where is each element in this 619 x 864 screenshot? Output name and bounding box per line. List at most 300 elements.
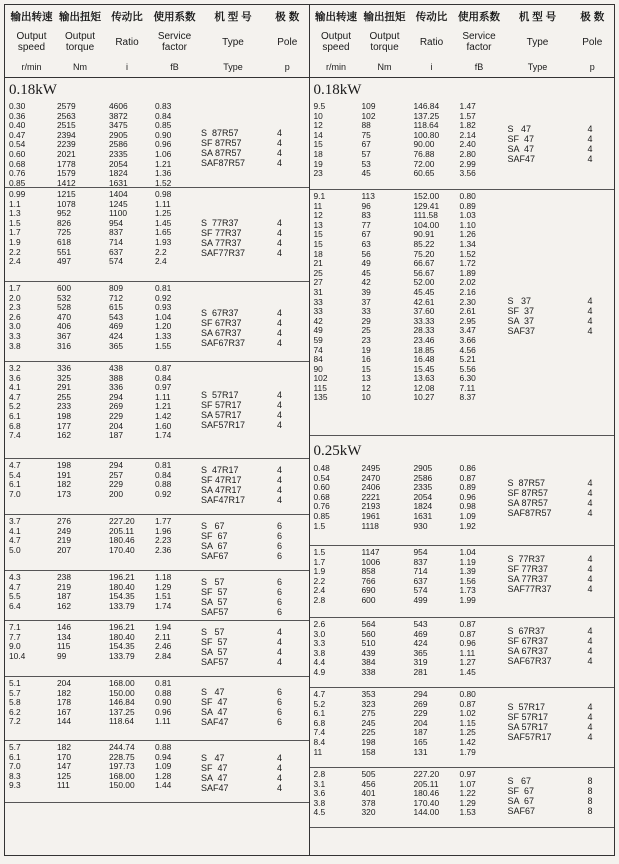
table-row [310,393,615,403]
table-cell: 6.1 [9,479,21,490]
type-list: S 57R17 SF 57R17 SA 57R17 SAF57R17 [507,702,552,742]
table-cell: 2335 [109,148,128,159]
type-list: S 47R17 SF 47R17 SA 47R17 SAF47R17 [201,465,246,505]
table-cell: 388 [109,372,123,383]
table-row [310,808,615,818]
table-cell: 1631 [413,510,433,521]
header-unit-row [310,57,615,77]
table-cell: 2.30 [459,296,476,307]
table-cell: 0.76 [9,168,26,179]
table-cell: 11 [313,200,323,211]
header-en-row [310,27,615,57]
gearmotor-group [5,621,309,677]
table-cell: 100.80 [413,129,440,140]
table-cell: 9.1 [313,191,326,201]
table-cell: 1.45 [459,666,476,677]
table-cell: 4.7 [9,535,21,546]
table-cell: 275 [361,708,376,719]
table-cell: 2.36 [155,544,172,555]
table-cell: 1.39 [459,566,476,577]
table-cell: 1.3 [9,208,21,219]
table-cell: 90 [313,363,323,374]
table-cell: 1.7 [9,283,21,293]
table-cell: 5.1 [9,678,21,688]
table-cell: 180.40 [109,581,135,592]
table-cell: 111 [57,780,70,791]
table-cell: 505 [361,769,376,779]
table-cell: 2193 [361,501,381,512]
table-cell: 3475 [109,120,128,131]
table-cell: 0.88 [155,742,172,752]
pole-list: 4 4 4 4 [277,218,283,258]
table-cell: 5.5 [9,591,21,602]
table-cell: 1.82 [459,120,476,131]
table-cell: 1.74 [155,600,172,611]
table-cell: 3.7 [9,516,21,526]
table-cell: 204 [57,678,71,688]
table-cell: 45 [361,168,371,179]
table-cell: 1.73 [459,585,476,596]
table-cell: 1.42 [459,736,476,747]
table-cell: 204 [109,420,123,431]
table-cell: 76.88 [413,148,435,159]
table-cell: 1.19 [459,556,476,567]
table-row [5,179,309,189]
table-cell: 10 [361,392,371,403]
table-cell: 67 [361,229,371,240]
group-rows [310,190,615,403]
table-cell: 129.41 [413,200,440,211]
table-cell: 170.40 [109,544,135,555]
table-cell: 4.1 [9,525,21,536]
table-cell: 0.47 [9,129,26,140]
group-rows [5,677,309,727]
table-cell: 2239 [57,139,76,150]
table-header [5,5,309,78]
pole-list: 4 4 4 4 [587,124,593,164]
table-cell: 600 [57,283,71,293]
table-cell: 15 [313,229,323,240]
table-cell: 0.54 [313,472,330,483]
table-cell: 198 [57,410,71,421]
table-cell: 170 [57,751,71,762]
table-cell: 0.81 [155,678,172,688]
table-cell: 1.52 [155,177,172,188]
table-cell: 0.98 [155,189,172,199]
table-cell: 0.87 [459,472,476,483]
table-cell: 1.11 [155,198,171,209]
table-cell: 1.15 [459,717,476,728]
header-unit-cell: Nm [377,62,392,72]
table-cell: 257 [109,469,123,480]
table-cell: 1.11 [155,716,171,727]
type-list: S 87R57 SF 87R57 SA 87R57 SAF87R57 [201,128,246,168]
table-cell: 499 [413,594,428,605]
table-cell: 0.99 [9,189,26,199]
gearmotor-group [310,462,615,546]
table-cell: 319 [413,657,428,668]
table-cell: 228.75 [109,751,135,762]
type-list: S 37 SF 37 SA 37 SAF37 [507,296,536,336]
header-zh-cell: 使用系数 [153,10,196,23]
table-row [5,546,309,556]
table-cell: 113 [361,191,375,201]
table-cell: 0.84 [155,372,172,383]
table-cell: 0.87 [459,619,476,629]
table-cell: 168.00 [109,678,135,688]
table-cell: 2.2 [9,246,21,257]
table-cell: 23 [361,334,371,345]
table-cell: 182 [57,479,71,490]
table-cell: 0.60 [313,482,330,493]
pole-list: 6 6 6 6 [277,577,283,617]
table-cell: 1631 [109,177,128,188]
table-cell: 766 [361,575,376,586]
table-cell: 0.48 [313,463,330,473]
header-unit-cell: p [284,62,290,72]
table-cell: 10.27 [413,392,435,403]
table-cell: 3.47 [459,325,476,336]
table-cell: 7.0 [9,488,21,499]
table-cell: 3.3 [9,330,21,341]
table-cell: 3.8 [313,797,326,808]
table-cell: 158 [361,746,376,757]
table-cell: 5.8 [9,697,21,708]
table-cell: 1.42 [155,410,172,421]
table-cell: 238 [57,572,71,582]
table-cell: 8.37 [459,392,476,403]
table-cell: 294 [109,460,123,470]
group-rows [5,621,309,661]
header-en-cell: Ratio [419,36,444,48]
table-cell: 33.33 [413,315,435,326]
table-cell: 42 [313,315,323,326]
table-cell: 858 [361,566,376,577]
table-cell: 7.4 [313,727,326,738]
table-cell: 809 [109,283,123,293]
group-rows [5,188,309,267]
gearmotor-group [310,618,615,688]
header-unit-row [5,57,309,77]
type-list: S 47 SF 47 SA 47 SAF47 [201,753,229,793]
group-rows [5,100,309,188]
table-cell: 353 [361,689,376,699]
table-cell: 2.40 [459,139,476,150]
table-cell: 3.0 [313,628,326,639]
table-cell: 177 [57,420,71,431]
table-cell: 276 [57,516,71,526]
table-cell: 198 [361,736,376,747]
table-cell: 45 [361,267,371,278]
table-cell: 2470 [361,472,381,483]
table-cell: 0.84 [155,469,172,480]
table-cell: 2.8 [313,769,326,779]
table-cell: 424 [413,638,428,649]
table-cell: 1.21 [155,401,172,412]
table-cell: 53 [361,158,371,169]
table-cell: 187 [57,591,71,602]
table-cell: 5.2 [313,698,326,709]
table-cell: 1.22 [459,788,476,799]
table-cell: 2.11 [155,631,171,642]
table-cell: 2.80 [459,148,476,159]
table-cell: 88 [361,120,371,131]
gearmotor-group [5,188,309,282]
table-cell: 0.89 [459,482,476,493]
gearmotor-group [5,741,309,803]
table-cell: 18.85 [413,344,435,355]
table-cell: 1.5 [9,217,21,228]
table-cell: 21 [313,258,323,269]
table-cell: 0.92 [155,292,172,303]
table-cell: 0.85 [155,120,172,131]
table-cell: 439 [361,647,376,658]
table-cell: 229 [109,410,123,421]
pole-list: 4 4 4 4 [277,128,283,168]
table-cell: 77 [361,219,371,230]
table-cell: 0.96 [155,706,172,717]
table-cell: 245 [361,717,376,728]
table-cell: 2905 [109,129,128,140]
table-cell: 1.09 [459,510,476,521]
catalog-sheet [4,4,615,856]
pole-list: 8 8 8 8 [587,776,593,816]
table-cell: 3.1 [313,778,326,789]
type-list: S 57R17 SF 57R17 SA 57R17 SAF57R17 [201,390,246,430]
table-cell: 1.53 [459,807,476,818]
table-cell: 137.25 [109,706,135,717]
table-cell: 180.46 [109,535,135,546]
table-cell: 1.72 [459,258,476,269]
table-row [5,342,309,352]
table-cell: 150.00 [109,687,135,698]
gearmotor-group [5,677,309,741]
table-cell: 227.20 [109,516,135,526]
table-cell: 1.03 [459,210,476,221]
table-cell: 180.46 [413,788,440,799]
table-cell: 3872 [109,110,128,121]
table-cell: 438 [109,363,123,373]
table-cell: 16 [361,354,371,365]
table-cell: 0.68 [313,491,330,502]
gearmotor-group [310,190,615,436]
table-cell: 1.02 [459,708,476,719]
table-cell: 63 [361,238,371,249]
table-cell: 3.8 [9,340,21,351]
gearmotor-group [5,515,309,571]
table-cell: 144 [57,716,71,727]
table-cell: 0.96 [459,491,476,502]
table-cell: 325 [57,372,71,383]
table-cell: 712 [109,292,123,303]
table-cell: 146.84 [413,101,440,111]
table-row [5,431,309,441]
header-zh-cell: 传动比 [415,10,448,23]
table-cell: 6.1 [9,410,21,421]
table-cell: 3.2 [9,363,21,373]
table-cell: 1.33 [155,330,172,341]
table-cell: 2221 [361,491,381,502]
table-cell: 23 [313,168,323,179]
table-cell: 13 [361,373,371,384]
table-cell: 147 [57,761,71,772]
table-cell: 42 [361,277,371,288]
table-cell: 227.20 [413,769,440,779]
table-cell: 336 [57,363,71,373]
table-cell: 75.20 [413,248,435,259]
table-cell: 1.1 [9,198,21,209]
table-cell: 11 [313,746,323,757]
table-cell: 2586 [413,472,433,483]
table-cell: 0.87 [459,698,476,709]
table-cell: 168.00 [109,770,135,781]
table-cell: 4.7 [9,460,21,470]
table-cell: 102 [313,373,328,384]
table-cell: 137.25 [413,110,440,121]
table-cell: 197.73 [109,761,135,772]
table-cell: 7.11 [459,382,476,393]
header-zh-cell: 传动比 [111,10,143,23]
table-cell: 2.6 [313,619,326,629]
table-cell: 2515 [57,120,76,131]
header-en-cell: Service factor [462,31,496,53]
table-cell: 1.74 [155,430,172,441]
table-cell: 125 [57,770,71,781]
table-cell: 0.88 [155,687,172,698]
table-cell: 37.60 [413,306,435,317]
table-cell: 19 [313,158,323,169]
group-rows [5,459,309,499]
table-row [5,490,309,500]
table-cell: 2495 [361,463,381,473]
table-cell: 0.36 [9,110,26,121]
table-cell: 49 [313,325,323,336]
table-cell: 152.00 [413,191,440,201]
table-cell: 162 [57,600,71,611]
table-cell: 219 [57,581,71,592]
gearmotor-group [5,282,309,362]
table-cell: 3.0 [9,321,21,332]
table-cell: 146 [57,622,71,632]
table-cell: 1245 [109,198,128,209]
table-cell: 2394 [57,129,76,140]
table-cell: 2.4 [313,585,326,596]
table-cell: 167 [57,706,71,717]
header-unit-cell: i [430,62,433,72]
table-cell: 1.29 [459,797,476,808]
header-unit-cell: Type [527,62,548,72]
table-cell: 269 [413,698,428,709]
table-cell: 837 [413,556,428,567]
table-cell: 560 [361,628,376,639]
table-cell: 3.66 [459,334,476,345]
table-cell: 1006 [361,556,381,567]
table-cell: 367 [57,330,71,341]
table-cell: 574 [413,585,428,596]
table-cell: 27 [313,277,323,288]
table-cell: 96 [361,200,371,211]
table-cell: 18 [313,148,323,159]
table-cell: 1404 [109,189,128,199]
table-cell: 725 [57,227,71,238]
table-cell: 1.93 [155,236,172,247]
table-cell: 952 [57,208,71,219]
header-zh-cell: 极 数 [580,10,605,23]
table-row [310,169,615,179]
table-cell: 2021 [57,148,76,159]
table-cell: 0.86 [459,463,476,473]
table-cell: 15 [313,238,323,249]
table-cell: 187 [413,727,428,738]
table-cell: 229 [413,708,428,719]
table-cell: 336 [109,382,123,393]
table-cell: 1.60 [155,420,172,431]
table-cell: 134 [57,631,71,642]
table-cell: 365 [413,647,428,658]
table-cell: 510 [361,638,376,649]
table-cell: 1.5 [313,547,326,557]
table-cell: 16.48 [413,354,435,365]
table-cell: 2.16 [459,286,476,297]
table-cell: 225 [361,727,376,738]
table-cell: 196.21 [109,572,135,582]
table-cell: 180.40 [109,631,135,642]
gearmotor-group [5,459,309,515]
group-rows [5,571,309,611]
table-cell: 3.6 [313,788,326,799]
table-cell: 12.08 [413,382,435,393]
table-cell: 0.87 [459,628,476,639]
header-zh-cell: 极 数 [275,10,300,23]
table-cell: 109 [361,101,376,111]
table-cell: 84 [313,354,323,365]
table-cell: 1.25 [155,208,172,219]
table-cell: 1147 [361,547,380,557]
table-cell: 406 [57,321,71,332]
table-cell: 29 [361,315,371,326]
table-cell: 323 [361,698,376,709]
table-cell: 178 [57,697,71,708]
pole-list: 4 4 4 4 [277,753,283,793]
table-cell: 1.18 [155,572,172,582]
table-cell: 469 [413,628,428,639]
group-rows [310,546,615,606]
table-cell: 528 [57,302,71,313]
pole-list: 4 4 4 4 [587,478,593,518]
table-cell: 637 [109,246,123,257]
table-cell: 4.7 [313,689,326,699]
table-cell: 2054 [413,491,433,502]
header-zh-cell: 输出转速 [315,10,357,23]
table-cell: 615 [109,302,123,313]
header-unit-cell: fB [170,62,179,72]
table-cell: 826 [57,217,71,228]
table-cell: 249 [57,525,71,536]
table-cell: 497 [57,256,71,267]
table-cell: 2586 [109,139,128,150]
table-cell: 0.85 [313,510,330,521]
table-cell: 133.79 [109,650,135,661]
table-cell: 600 [361,594,376,605]
table-cell: 3.8 [313,647,326,658]
power-heading: 0.25kW [313,443,362,459]
table-cell: 2.4 [9,256,21,267]
table-cell: 13 [313,219,323,230]
type-list: S 57 SF 57 SA 57 SAF57 [201,627,229,667]
type-list: S 67 SF 67 SA 67 SAF67 [201,521,229,561]
table-cell: 1.44 [155,780,172,791]
table-cell: 2.23 [155,535,172,546]
